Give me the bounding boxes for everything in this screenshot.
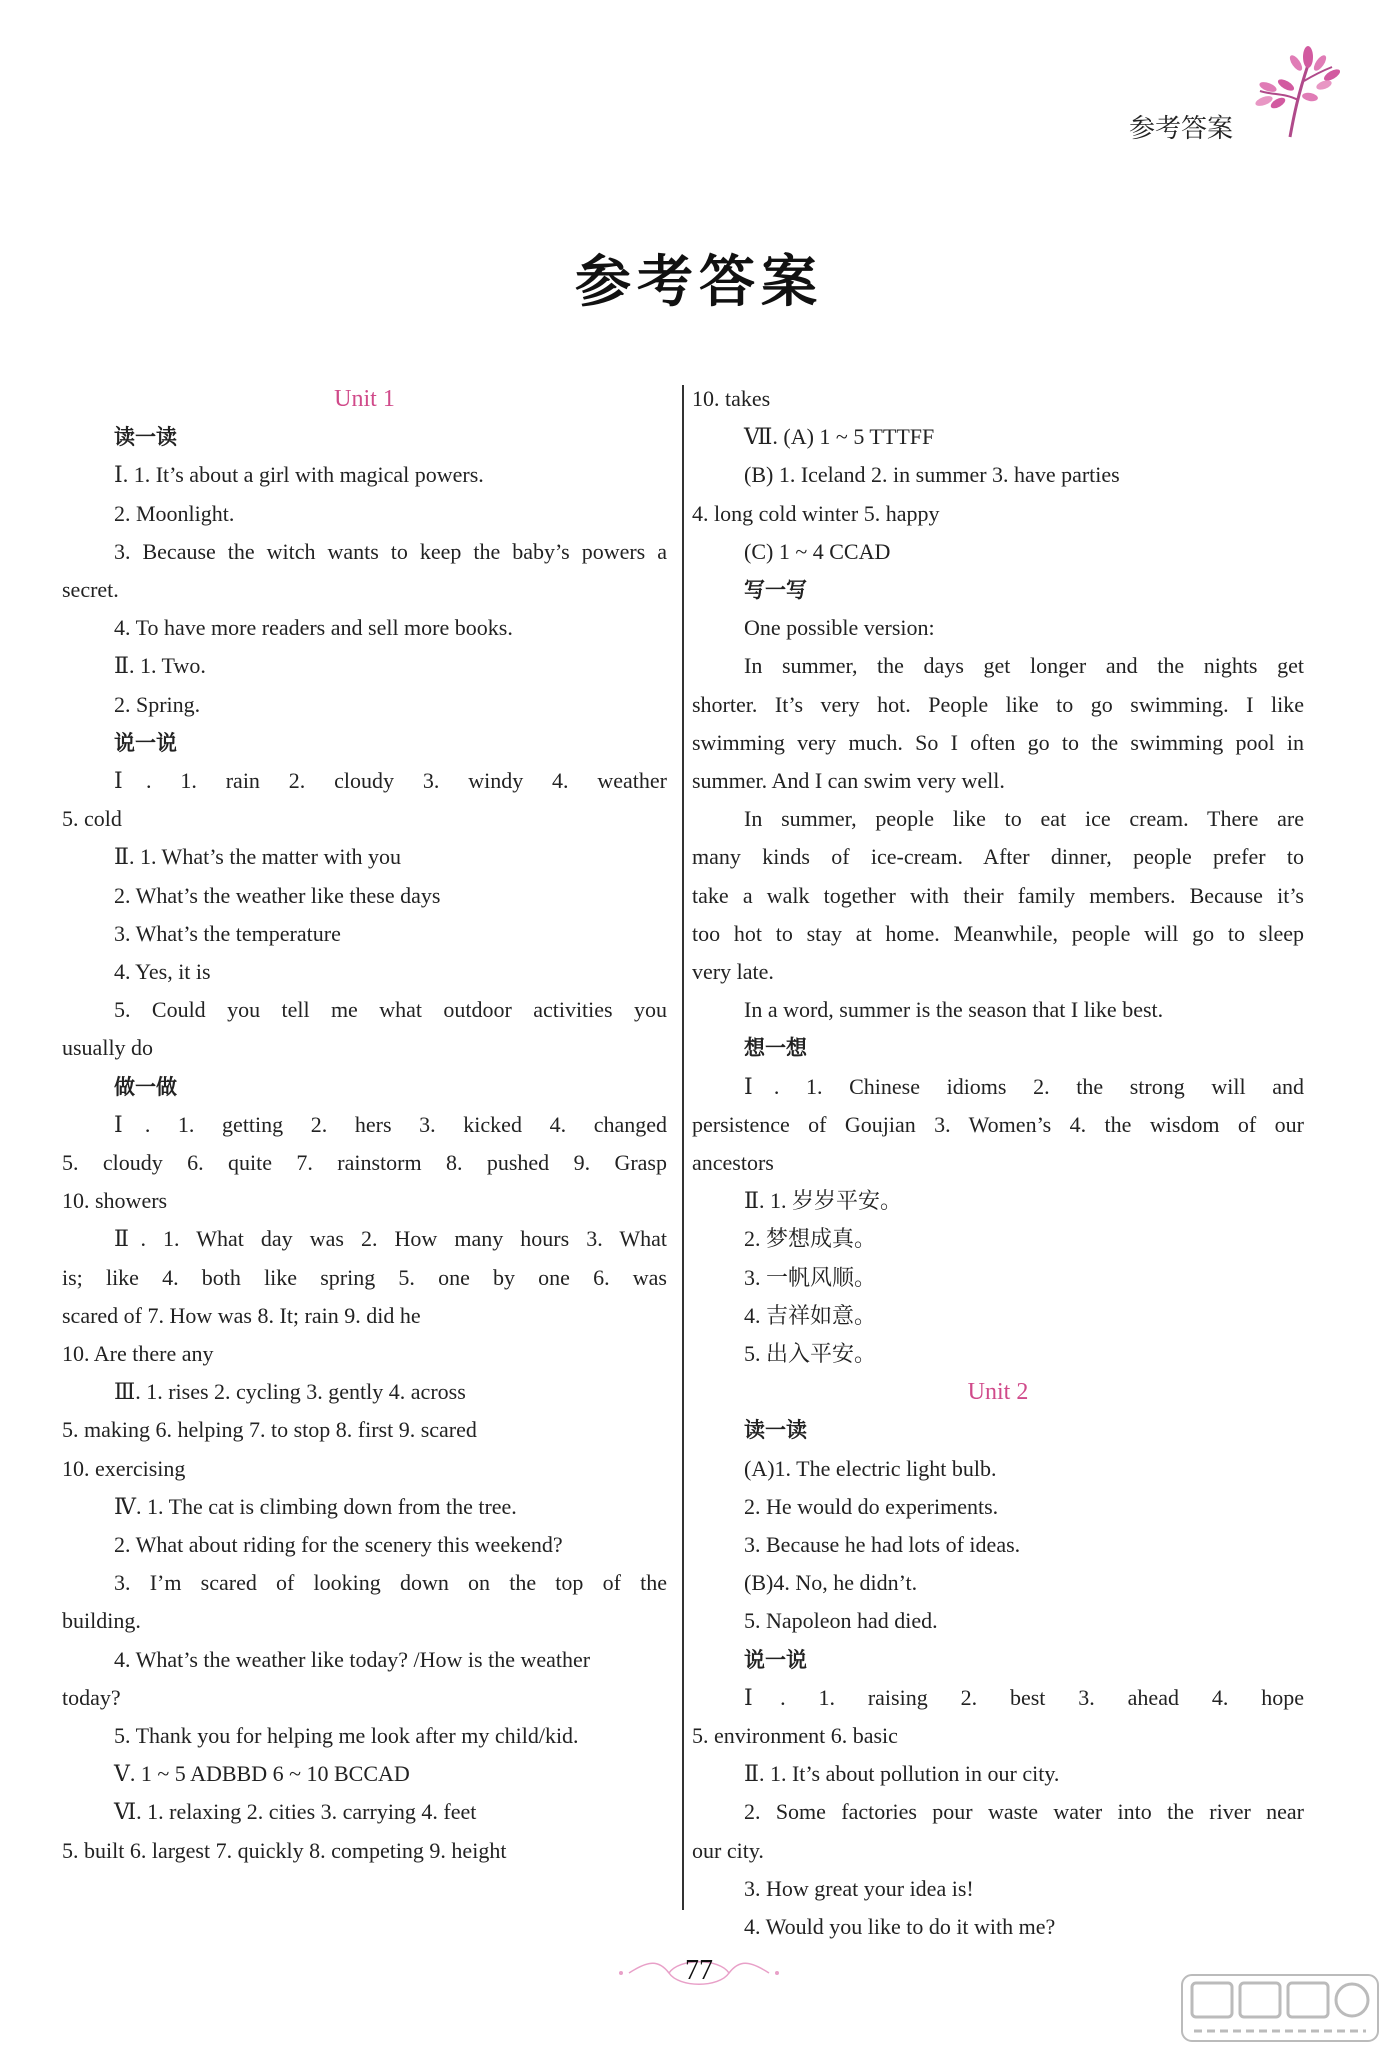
answer-line: 5. cold bbox=[62, 806, 122, 832]
answer-line: 5. Napoleon had died. bbox=[744, 1608, 938, 1634]
answer-line: many kinds of ice-cream. After dinner, people prefer to bbox=[692, 844, 1304, 870]
section-heading: 说一说 bbox=[744, 1647, 807, 1672]
section-heading: 读一读 bbox=[744, 1418, 807, 1443]
answer-line: Ⅱ. 1. What’s the matter with you bbox=[114, 844, 402, 870]
answer-line: 3. Because he had lots of ideas. bbox=[744, 1531, 1021, 1557]
answer-line: Ⅵ. 1. relaxing 2. cities 3. carrying 4. feet bbox=[114, 1799, 477, 1825]
answer-line: Ⅱ. 1. 岁岁平安。 bbox=[744, 1188, 902, 1214]
answer-line: 5. Thank you for helping me look after my child/kid. bbox=[114, 1722, 579, 1748]
answer-line: 5. Could you tell me what outdoor activities you bbox=[114, 997, 667, 1023]
answer-line: Ⅰ. 1. getting 2. hers 3. kicked 4. changed bbox=[114, 1111, 667, 1137]
answer-line: In summer, the days get longer and the nights get bbox=[744, 653, 1304, 679]
answer-line: 2. Some factories pour waste water into the river near bbox=[744, 1799, 1304, 1825]
section-heading: 读一读 bbox=[114, 425, 177, 450]
answer-line: Ⅱ. 1. Two. bbox=[114, 653, 206, 679]
answer-line: 10. exercising bbox=[62, 1455, 186, 1481]
left-column bbox=[62, 380, 667, 1870]
answer-line: swimming very much. So I often go to the swimming pool in bbox=[692, 729, 1304, 755]
header-tag: 参考答案 bbox=[1128, 114, 1233, 144]
answer-line: take a walk together with their family members. Because it’s bbox=[692, 882, 1304, 908]
answer-line: summer. And I can swim very well. bbox=[692, 767, 1005, 793]
page-number: 77 bbox=[685, 1955, 713, 1986]
answer-line: (A)1. The electric light bulb. bbox=[744, 1455, 997, 1481]
answer-line: 2. What’s the weather like these days bbox=[114, 882, 441, 908]
answer-line: Ⅰ. 1. raising 2. best 3. ahead 4. hope bbox=[744, 1684, 1304, 1710]
answer-line: One possible version: bbox=[744, 615, 935, 641]
answer-line: 5. built 6. largest 7. quickly 8. competing 9. height bbox=[62, 1837, 507, 1863]
answer-line: Ⅱ. 1. It’s about pollution in our city. bbox=[744, 1761, 1060, 1787]
answer-line: 5. making 6. helping 7. to stop 8. first 9. scared bbox=[62, 1417, 477, 1443]
answer-line: today? bbox=[62, 1684, 121, 1710]
answer-line: 4. 吉祥如意。 bbox=[744, 1302, 877, 1328]
answer-line: Ⅰ. 1. rain 2. cloudy 3. windy 4. weather bbox=[114, 768, 667, 794]
answer-line: Ⅳ. 1. The cat is climbing down from the tree. bbox=[114, 1493, 517, 1519]
answer-line: scared of 7. How was 8. It; rain 9. did he bbox=[62, 1302, 421, 1328]
answer-line: Ⅰ. 1. Chinese idioms 2. the strong will and bbox=[744, 1073, 1304, 1099]
section-heading: 做一做 bbox=[114, 1074, 177, 1099]
answer-line: too hot to stay at home. Meanwhile, people will go to sleep bbox=[692, 920, 1304, 946]
answer-line: 3. How great your idea is! bbox=[744, 1875, 974, 1901]
answer-line: Ⅰ. 1. It’s about a girl with magical powers. bbox=[114, 462, 484, 488]
section-heading: 说一说 bbox=[114, 730, 177, 755]
answer-line: In a word, summer is the season that I like best. bbox=[744, 997, 1164, 1023]
unit-heading: Unit 1 bbox=[334, 386, 395, 412]
answer-line: Ⅶ. (A) 1 ~ 5 TTTFF bbox=[744, 424, 935, 450]
answer-line: 10. takes bbox=[692, 386, 771, 411]
answer-line: Ⅲ. 1. rises 2. cycling 3. gently 4. across bbox=[114, 1379, 466, 1405]
answer-line: building. bbox=[62, 1608, 141, 1634]
answer-line: shorter. It’s very hot. People like to go swimming. I like bbox=[692, 691, 1304, 717]
answer-line: 2. He would do experiments. bbox=[744, 1493, 999, 1519]
section-heading: 想一想 bbox=[744, 1036, 807, 1061]
answer-line: 4. Would you like to do it with me? bbox=[744, 1913, 1056, 1939]
answer-line: very late. bbox=[692, 958, 774, 984]
answer-line: ancestors bbox=[692, 1149, 774, 1175]
answer-line: 5. cloudy 6. quite 7. rainstorm 8. pushed 9. Grasp bbox=[62, 1150, 667, 1175]
answer-line: In summer, people like to eat ice cream. There are bbox=[744, 806, 1304, 832]
answer-line: 3. Because the witch wants to keep the baby’s powers a bbox=[114, 538, 667, 564]
answer-line: 4. To have more readers and sell more books. bbox=[114, 615, 513, 641]
answer-line: 4. Yes, it is bbox=[114, 959, 211, 985]
right-column bbox=[692, 380, 1304, 1946]
answer-line: our city. bbox=[692, 1837, 764, 1863]
answer-line: 2. 梦想成真。 bbox=[744, 1226, 877, 1252]
unit-heading: Unit 2 bbox=[967, 1379, 1029, 1406]
answer-line: (C) 1 ~ 4 CCAD bbox=[744, 538, 891, 564]
answer-line: 5. 出入平安。 bbox=[744, 1340, 877, 1366]
answer-line: is; like 4. both like spring 5. one by one 6. was bbox=[62, 1264, 667, 1290]
answer-line: (B)4. No, he didn’t. bbox=[744, 1570, 918, 1596]
tree-branch-icon bbox=[1250, 45, 1340, 145]
column-divider bbox=[682, 385, 684, 1910]
answer-line: 3. What’s the temperature bbox=[114, 920, 341, 946]
answer-line: (B) 1. Iceland 2. in summer 3. have parties bbox=[744, 462, 1120, 488]
answer-line: 5. environment 6. basic bbox=[692, 1722, 898, 1748]
answer-line: 4. What’s the weather like today? /How is the weather bbox=[114, 1646, 591, 1672]
answer-line: 2. What about riding for the scenery this weekend? bbox=[114, 1531, 563, 1557]
page-title: 参考答案 bbox=[575, 249, 823, 315]
answer-line: 10. showers bbox=[62, 1188, 168, 1214]
answer-line: usually do bbox=[62, 1035, 154, 1061]
section-heading: 写一写 bbox=[744, 578, 807, 603]
watermark-logo bbox=[1180, 1973, 1380, 2048]
answer-line: 3. I’m scared of looking down on the top of the bbox=[114, 1570, 667, 1596]
answer-line: 2. Moonlight. bbox=[114, 500, 235, 526]
answer-line: secret. bbox=[62, 577, 119, 602]
answer-line: 3. 一帆风顺。 bbox=[744, 1264, 877, 1290]
answer-line: 10. Are there any bbox=[62, 1340, 214, 1366]
answer-line: Ⅴ. 1 ~ 5 ADBBD 6 ~ 10 BCCAD bbox=[114, 1761, 410, 1787]
answer-line: persistence of Goujian 3. Women’s 4. the wisdom of our bbox=[692, 1111, 1304, 1137]
answer-line: 4. long cold winter 5. happy bbox=[692, 500, 940, 526]
answer-line: Ⅱ. 1. What day was 2. How many hours 3. What bbox=[114, 1226, 667, 1252]
answer-line: 2. Spring. bbox=[114, 691, 201, 717]
